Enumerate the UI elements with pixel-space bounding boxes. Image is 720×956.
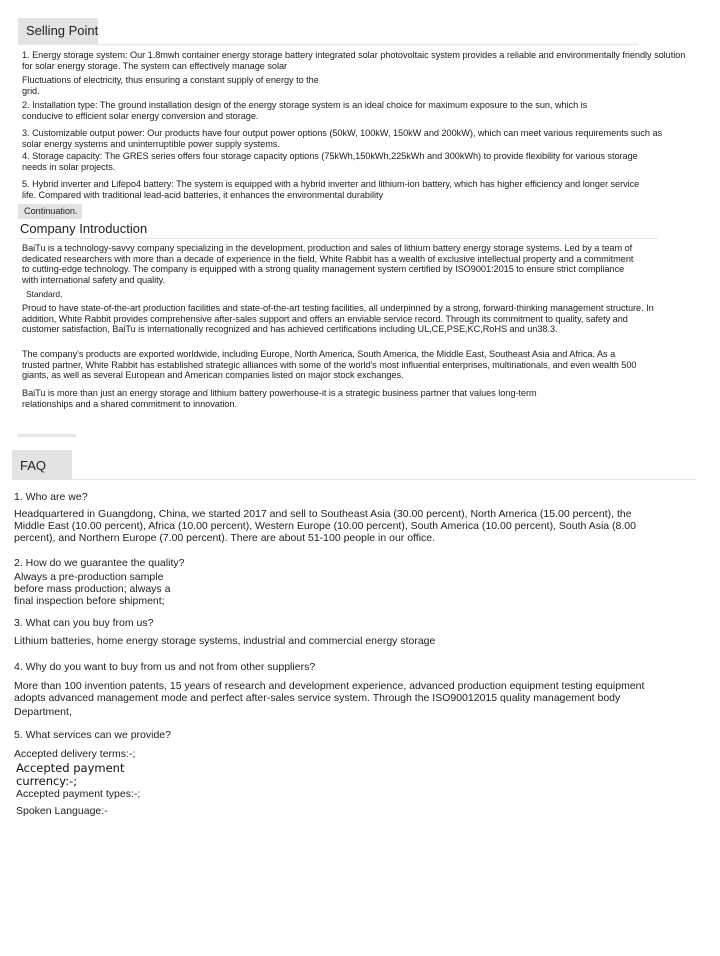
section-divider (18, 434, 76, 437)
faq-answer-4-cont: Department, (14, 706, 72, 718)
company-p3: The company's products are exported worldwide, including Europe, North America, South America, the Middle East, Southeast Asia and Africa. As a trusted partner, White Rabbit has established strategic alliances with some of the world's most influential enterprises, multinationals, and even wealth 500 giants, as well as several European and American companies listed on major stock exchanges. (22, 349, 637, 381)
faq-question-3: 3. What can you buy from us? (14, 617, 154, 629)
header-divider (18, 44, 638, 45)
faq-answer-3: Lithium batteries, home energy storage systems, industrial and commercial energy storage (14, 635, 436, 647)
faq-question-2: 2. How do we guarantee the quality? (14, 557, 185, 569)
company-title: Company Introduction (20, 221, 148, 236)
faq-answer-2: Always a pre-production sample before mass production; always a final inspection before shipment; (14, 571, 171, 607)
service-delivery-terms: Accepted delivery terms:-; (14, 748, 136, 760)
service-payment-currency: Accepted payment currency:-; (16, 761, 125, 788)
company-p1-cont: Standard. (26, 289, 63, 299)
faq-answer-4: More than 100 invention patents, 15 years of research and development experience, advanced production equipment testing equipment adopts advanced management mode and perfect after-sales service system. Through the ISO90012015 quality management body (14, 680, 645, 704)
selling-point-5-cont: Continuation. (24, 206, 78, 216)
service-spoken-language: Spoken Language:- (16, 805, 108, 817)
selling-point-5: 5. Hybrid inverter and Lifepo4 battery: The system is equipped with a hybrid inverter and lithium-ion battery, which has higher efficiency and longer service life. Compared with traditional lead-acid batteries, it enhances the environmental durability (22, 179, 640, 200)
selling-point-2: 2. Installation type: The ground installation design of the energy storage system is an ideal choice for maximum exposure to the sun, which is conducive to efficient solar energy conversion and storage. (22, 100, 588, 121)
faq-question-1: 1. Who are we? (14, 491, 88, 503)
faq-title: FAQ (20, 458, 47, 473)
selling-point-3: 3. Customizable output power: Our products have four output power options (50kW, 100kW, 150kW and 200kW), which can meet various requirements such as solar energy systems and uninterruptible power supply systems. (22, 128, 663, 149)
faq-answer-1: Headquartered in Guangdong, China, we started 2017 and sell to Southeast Asia (30.00 percent), North America (15.00 percent), the Middle East (10.00 percent), Africa (10.00 percent), Western Europe (10.00 percent), South America (10.00 percent), South Asia (8.00 percent), and Northern Europe (7.00 percent). There are about 51-100 people in our office. (14, 508, 636, 544)
service-payment-types: Accepted payment types:-; (16, 788, 141, 800)
selling-point-1-cont: Fluctuations of electricity, thus ensuring a constant supply of energy to the grid. (22, 75, 319, 96)
company-p2: Proud to have state-of-the-art production facilities and state-of-the-art testing facilities, all underpinned by a strong, forward-thinking management structure. In addition, White Rabbit provides comprehensive after-sales support and offers an enviable service record. Through its commitment to quality, safety and customer satisfaction, BaiTu is internationally recognized and has achieved certifications including UL,CE,PSE,KC,RoHS and un38.3. (22, 303, 654, 335)
faq-divider (12, 479, 696, 480)
faq-question-5: 5. What services can we provide? (14, 729, 171, 741)
faq-question-4: 4. Why do you want to buy from us and not from other suppliers? (14, 661, 316, 673)
selling-point-4: 4. Storage capacity: The GRES series offers four storage capacity options (75kWh,150kWh,225kWh and 300kWh) to provide flexibility for various storage needs in solar projects. (22, 151, 638, 172)
selling-point-title: Selling Point (26, 23, 99, 38)
company-p1: BaiTu is a technology-savvy company specializing in the development, production and sales of lithium battery energy storage systems. Led by a team of dedicated researchers with more than a decade of experience in the field, White Rabbit has a wealth of exclusive intellectual property and a commitment to cutting-edge technology. The company is equipped with a strong quality management system certified by ISO9001:2015 to ensure strict compliance with international safety and quality. (22, 243, 634, 285)
company-p4: BaiTu is more than just an energy storage and lithium battery powerhouse-it is a strategic business partner that values long-term relationships and a shared commitment to innovation. (22, 388, 537, 409)
company-divider (18, 238, 658, 239)
selling-point-1: 1. Energy storage system: Our 1.8mwh container energy storage battery integrated solar photovoltaic system provides a reliable and environmentally friendly solution for solar energy storage. The system can effectively manage solar (22, 50, 686, 71)
